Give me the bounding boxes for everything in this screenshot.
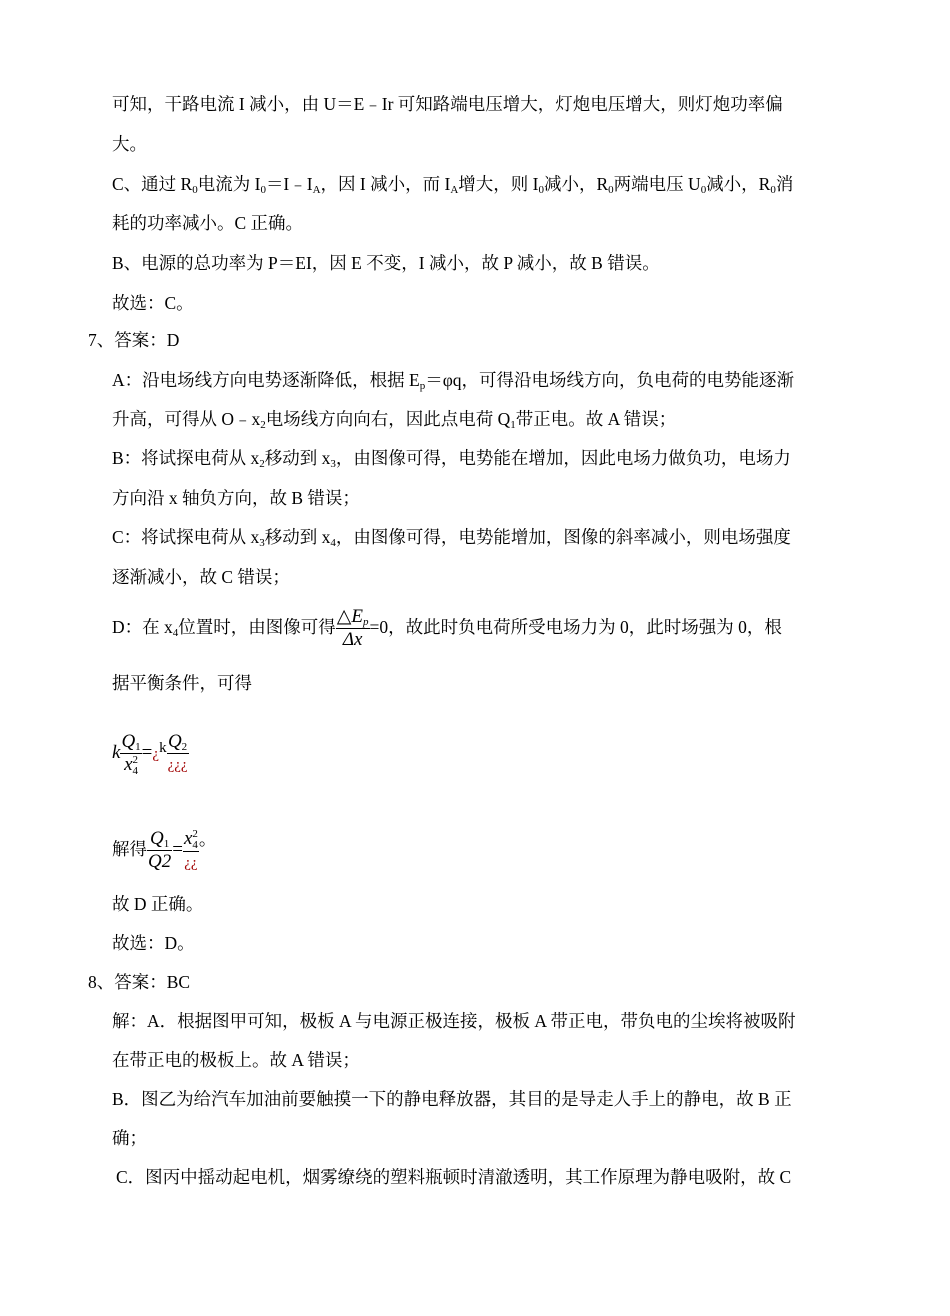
text-line: 确； <box>112 1128 147 1148</box>
text-line: 解：A．根据图甲可知，极板 A 与电源正极连接，极板 A 带正电，带负电的尘埃将被吸附 <box>112 1011 796 1031</box>
text-line-with-formula: D：在 $x_4$位置时，由图像可得 $\frac{\triangle E_p}{\Delta x}$ =0，故此时负电荷所受电场力为 0，此时场强为 0，根 <box>112 606 782 651</box>
formula-delta-ep-over-dx: $\frac{\triangle E_p}{\Delta x}$ <box>336 606 369 651</box>
text-line: 逐渐减小，故 C 错误； <box>112 567 290 587</box>
text-line: C．图丙中摇动起电机，烟雾缭绕的塑料瓶顿时清澈透明，其工作原理为静电吸附，故 C <box>116 1167 792 1187</box>
text-line: 耗的功率减小。C 正确。 <box>112 213 304 233</box>
text-line: B：将试探电荷从 $x_2$移动到 $x_3$，由图像可得，电势能在增加，因此电场力做负功，电场力 <box>112 448 791 470</box>
formula-x4sq-fraction: x 2 4 ¿¿ <box>183 827 198 871</box>
formula-q1-over-q2: $\frac{Q_1}{Q2}$ <box>148 828 172 873</box>
formula-balance: k $Q_1$ x 2 4 =¿k $\frac{Q_2}{¿¿¿}$ <box>112 731 188 777</box>
text-line: 方向沿 x 轴负方向，故 B 错误； <box>112 488 360 508</box>
text-line: C：将试探电荷从 $x_3$移动到 $x_4$，由图像可得，电势能增加，图像的斜率减小，则电场强度 <box>112 527 791 549</box>
text-line: B．图乙为给汽车加油前要触摸一下的静电释放器，其目的是导走人手上的静电，故 B 正 <box>112 1089 792 1109</box>
text-line: 大。 <box>112 134 147 154</box>
text-line: 故 D 正确。 <box>112 894 204 914</box>
formula-solution: 解得 $\frac{Q_1}{Q2}$ = x 2 4 ¿¿ 。 <box>112 827 217 873</box>
text-line: B、电源的总功率为 P＝EI，因 E 不变，I 减小，故 P 减小，故 B 错误。 <box>112 253 660 273</box>
text-line: C、通过 $R_0$电流为 $I_0=I﹣I_A$，因 I 减小，而 $I_A$增大，则 $I_0$减小，$R_0$两端电压 $U_0$减小，$R_0$消 <box>112 174 794 196</box>
text-line: 可知，干路电流 I 减小，由 U＝E﹣Ir 可知路端电压增大，灯炮电压增大，则灯炮功率偏 <box>112 94 783 114</box>
text-line: A：沿电场线方向电势逐渐降低，根据 $E_p=\varphi q$，可得沿电场线方向，负电荷的电势能逐渐 <box>112 370 795 392</box>
text-line: 据平衡条件，可得 <box>112 673 252 693</box>
formula-q1-over-x4sq: $Q_1$ x 2 4 <box>121 731 141 777</box>
text-line: 升高，可得从 $O﹣x_2$电场线方向向右，因此点电荷 $Q_1$带正电。故 A 错误； <box>112 409 677 431</box>
question-8-answer: 8、答案：BC <box>88 972 191 992</box>
question-7-answer: 7、答案：D <box>88 330 180 350</box>
text-line: 故选：C。 <box>112 293 194 313</box>
formula-q2-fraction: $\frac{Q_2}{¿¿¿}$ <box>167 731 188 774</box>
text-line: 故选：D。 <box>112 933 195 953</box>
text-line: 在带正电的极板上。故 A 错误； <box>112 1050 360 1070</box>
